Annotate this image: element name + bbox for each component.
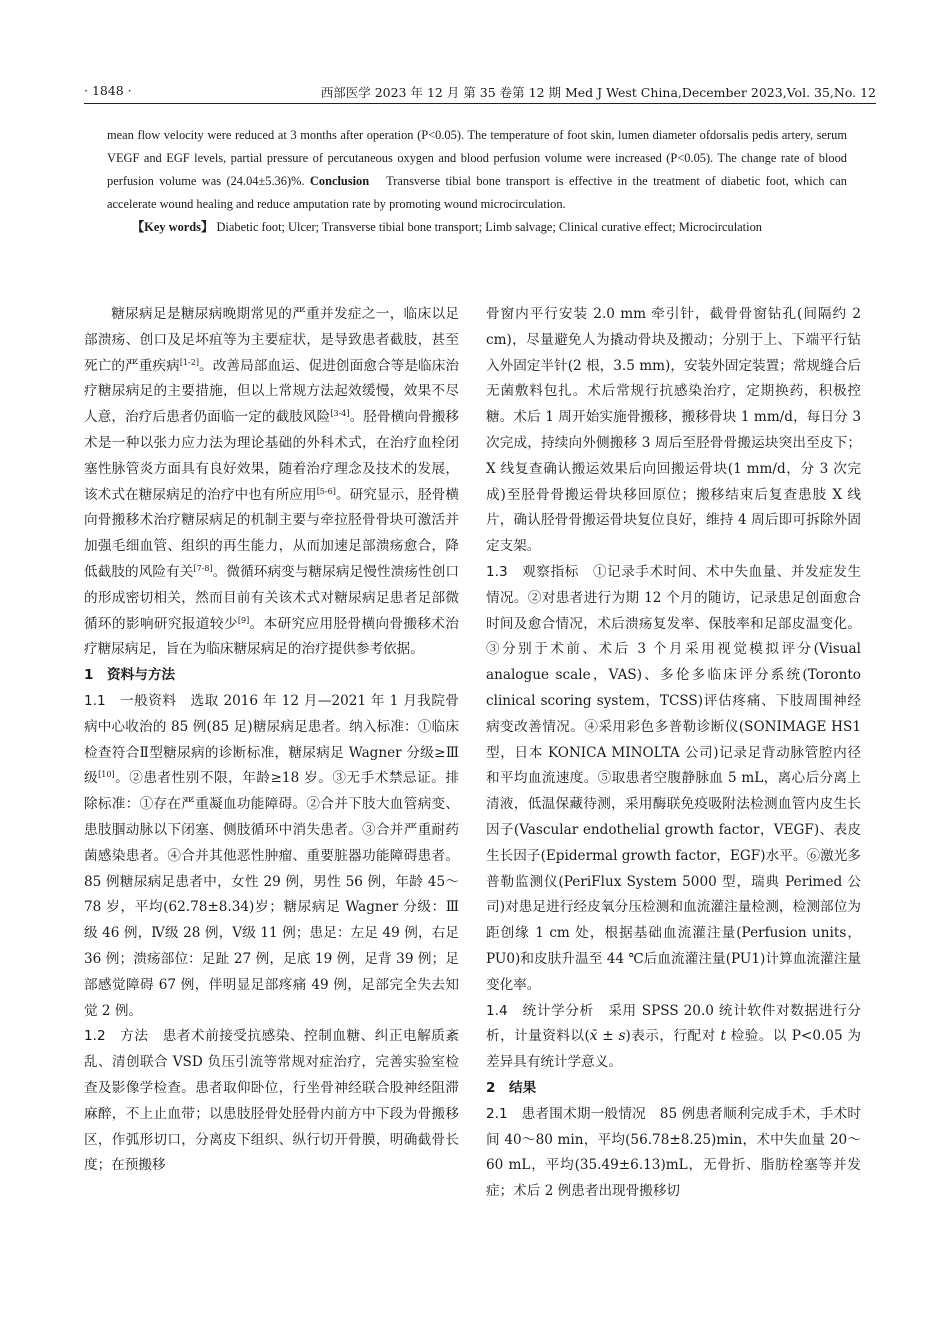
t-test-symbol: t <box>720 1028 726 1045</box>
citation-ref: [5-6] <box>316 486 336 496</box>
page-number: · 1848 · <box>84 83 132 98</box>
subsection-heading: 1.4 统计学分析 <box>486 1002 594 1019</box>
subsection-heading: 2.1 患者围术期一般情况 <box>486 1105 646 1122</box>
section-heading-results: 2 结果 <box>486 1079 537 1096</box>
running-header <box>84 81 876 103</box>
keywords-text: Diabetic foot; Ulcer; Transverse tibial bone transport; Limb salvage; Clinical curative effect; Microcirculation <box>216 220 762 234</box>
citation-ref: [10] <box>98 770 115 780</box>
subsection-observation: 1.3 观察指标 ①记录手术时间、术中失血量、并发症发生情况。②对患者进行为期 12 个月的随访，记录患足创面愈合时间及愈合情况，术后溃疡复发率、保肢率和足部皮温变化。③分别于术前、术后 3 个月采用视觉模拟评分(Visual analogue scale，VAS)、多伦多临床评分系统(Toronto clinical scoring system，TCSS)评估疼痛、下肢周围神经病变改善情况。④采用彩色多普勒诊断仪(SONIMAGE HS1 型，日本 KONICA MINOLTA 公司)记录足背动脉管腔内径和平均血流速度。⑤取患者空腹静脉血 5 mL，离心后分离上清液，低温保藏待测，采用酶联免疫吸附法检测血管内皮生长因子(Vascular endothelial growth factor，VEGF)、表皮生长因子(Epidermal growth factor，EGF)水平。⑥激光多普勒监测仪(PeriFlux System 5000 型，瑞典 Perimed 公司)对患足进行经皮氧分压检测和血流灌注量检测，检测部位为距创缘 1 cm 处，根据基础血流灌注量(Perfusion units，PU0)和皮肤升温至 44 ℃后血流灌注量(PU1)计算血流灌注量变化率。 <box>486 563 862 993</box>
left-column <box>84 302 459 1179</box>
subsection-heading: 1.2 方法 <box>84 1028 149 1045</box>
citation-ref: [7-8] <box>193 563 213 573</box>
right-column <box>486 302 861 1205</box>
conclusion-label: Conclusion <box>309 174 370 188</box>
abstract-results: mean flow velocity were reduced at 3 months after operation (P<0.05). The temperature of foot skin, lumen diameter ofdorsalis pedis artery, serum VEGF and EGF levels, partial pressure of percutaneous oxygen and blood perfusion volume were increased (P<0.05). The change rate of blood perfusion volume was (24.04±5.36)%. <box>107 128 847 188</box>
keywords-label: 【Key words】 <box>131 220 214 234</box>
citation-ref: [3-4] <box>330 409 350 419</box>
abstract-continuation <box>107 124 847 239</box>
subsection-statistics: 1.4 统计学分析 采用 SPSS 20.0 统计软件对数据进行分析，计量资料以(x̄ ± s)表示，行配对 t 检验。以 P<0.05 为差异具有统计学意义。 <box>486 1002 862 1071</box>
keywords <box>107 216 847 239</box>
subsection-heading: 1.3 观察指标 <box>486 563 579 580</box>
journal-citation: 西部医学 2023 年 12 月 第 35 卷第 12 期 Med J West China,December 2023,Vol. 35,No. 12 <box>320 85 876 100</box>
abstract-conclusion: Transverse tibial bone transport is effective in the treatment of diabetic foot, which can accelerate wound healing and reduce amputation rate by promoting wound microcirculation. <box>107 174 847 211</box>
subsection-perioperative: 2.1 患者围术期一般情况 85 例患者顺利完成手术，手术时间 40～80 min，平均(56.78±8.25)min，术中失血量 20～60 mL，平均(35.49±6.13)mL，无骨折、脂肪栓塞等并发症；术后 2 例患者出现骨搬移切 <box>486 1105 861 1200</box>
header-rule <box>84 103 876 104</box>
mean-sd-notation: x̄ ± s <box>589 1028 626 1045</box>
methods-continuation: 骨窗内平行安装 2.0 mm 牵引针，截骨骨窗钻孔(间隔约 2 cm)，尽量避免人为撬动骨块及搬动；分别于上、下端平行钻入外固定半针(2 根，3.5 mm)，安装外固定装置；常规缝合后无菌敷料包扎。术后常规行抗感染治疗，定期换药，积极控糖。术后 1 周开始实施骨搬移，搬移骨块 1 mm/d，每日分 3 次完成，持续向外侧搬移 3 周后至胫骨骨搬运块突出至皮下；X 线复查确认搬运效果后向回搬运骨块(1 mm/d，分 3 次完成)至胫骨骨搬运骨块移回原位；搬移结束后复查患肢 X 线片，确认胫骨骨搬运骨块复位良好，维持 4 周后即可拆除外固定支架。 <box>486 306 861 555</box>
subsection-heading: 1.1 一般资料 <box>84 692 177 709</box>
section-heading-methods: 1 资料与方法 <box>84 667 176 684</box>
citation-ref: [9] <box>237 615 250 625</box>
intro-paragraph: 糖尿病足是糖尿病晚期常见的严重并发症之一，临床以足部溃疡、创口及足坏疽等为主要症状，是导致患者截肢，甚至死亡的严重疾病[1-2]。改善局部血运、促进创面愈合等是临床治疗糖尿病足的主要措施，但以上常规方法起效缓慢，效果不尽人意，治疗后患者仍面临一定的截肢风险[3-4]。胫骨横向骨搬移术是一种以张力应力法为理论基础的外科术式，在治疗血栓闭塞性脉管炎方面具有良好效果，随着治疗理念及技术的发展，该术式在糖尿病足的治疗中也有所应用[5-6]。研究显示，胫骨横向骨搬移术治疗糖尿病足的机制主要与牵拉胫骨骨块可激活并加强毛细血管、组织的再生能力，从而加速足部溃疡愈合，降低截肢的风险有关[7-8]。微循环病变与糖尿病足慢性溃疡性创口的形成密切相关，然而目前有关该术式对糖尿病足患者足部微循环的影响研究报道较少[9]。本研究应用胫骨横向骨搬移术治疗糖尿病足，旨在为临床糖尿病足的治疗提供参考依据。 <box>84 306 460 658</box>
subsection-general-data: 1.1 一般资料 选取 2016 年 12 月—2021 年 1 月我院骨病中心收治的 85 例(85 足)糖尿病足患者。纳入标准：①临床检查符合Ⅱ型糖尿病的诊断标准，糖尿病足 Wagner 分级≥Ⅲ级[10]。②患者性别不限，年龄≥18 岁。③无手术禁忌证。排除标准：①存在严重凝血功能障碍。②合并下肢大血管病变、患肢腘动脉以下闭塞、侧肢循环中消失患者。③合并严重耐药菌感染患者。④合并其他恶性肿瘤、重要脏器功能障碍患者。85 例糖尿病足患者中，女性 29 例，男性 56 例，年龄 45～78 岁，平均(62.78±8.34)岁；糖尿病足 Wagner 分级：Ⅲ级 46 例，Ⅳ级 28 例，Ⅴ级 11 例；患足：左足 49 例，右足 36 例；溃疡部位：足趾 27 例，足底 19 例，足背 39 例；足部感觉障碍 67 例，伴明显足部疼痛 49 例，足部完全失去知觉 2 例。 <box>84 692 460 1019</box>
citation-ref: [1-2] <box>179 357 199 367</box>
subsection-methods: 1.2 方法 患者术前接受抗感染、控制血糖、纠正电解质紊乱、清创联合 VSD 负压引流等常规对症治疗，完善实验室检查及影像学检查。患者取仰卧位，行坐骨神经联合股神经阻滞麻醉，不上止血带；以患肢胫骨处胫骨内前方中下段为骨搬移区，作弧形切口，分离皮下组织、纵行切开骨膜，明确截骨长度；在预搬移 <box>84 1028 460 1174</box>
abstract-text <box>107 124 847 216</box>
